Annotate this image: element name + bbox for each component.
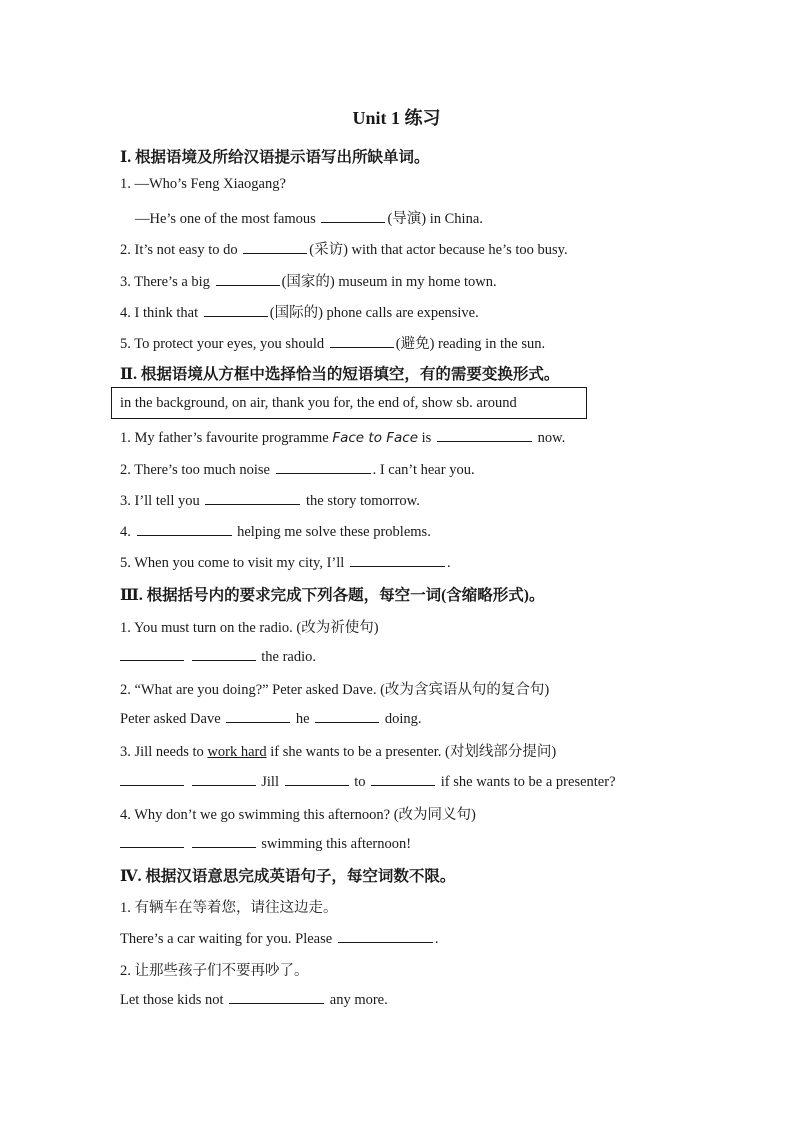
blank[interactable] bbox=[315, 709, 379, 723]
programme-title: Face to Face bbox=[332, 430, 419, 446]
s3-q4-answer: swimming this afternoon! bbox=[120, 834, 411, 853]
s4-q1-answer: There’s a car waiting for you. Please . bbox=[120, 931, 439, 947]
blank[interactable] bbox=[229, 990, 324, 1004]
s3-q2: 2. “What are you doing?” Peter asked Dave. (改为含宾语从句的复合句) bbox=[120, 682, 550, 698]
blank[interactable] bbox=[120, 772, 184, 786]
s4-q2-answer: Let those kids not any more. bbox=[120, 992, 388, 1008]
section-1-heading: Ⅰ. 根据语境及所给汉语提示语写出所缺单词。 bbox=[120, 149, 430, 166]
blank[interactable] bbox=[216, 272, 280, 286]
s1-q4: 4. I think that (国际的) phone calls are expensive. bbox=[120, 305, 479, 321]
s4-q1: 1. 有辆车在等着您，请往这边走。 bbox=[120, 900, 338, 916]
s3-q1: 1. You must turn on the radio. (改为祈使句) bbox=[120, 620, 379, 636]
section-3-heading: Ⅲ. 根据括号内的要求完成下列各题，每空一词(含缩略形式)。 bbox=[120, 587, 545, 604]
s2-q5: 5. When you come to visit my city, I’ll . bbox=[120, 555, 451, 571]
blank[interactable] bbox=[192, 647, 256, 661]
page-title: Unit 1 练习 bbox=[352, 108, 441, 128]
s3-q2-answer: Peter asked Dave he doing. bbox=[120, 711, 422, 727]
blank[interactable] bbox=[371, 772, 435, 786]
blank[interactable] bbox=[192, 834, 256, 848]
s1-q5: 5. To protect your eyes, you should (避免) reading in the sun. bbox=[120, 336, 546, 352]
blank[interactable] bbox=[276, 460, 371, 474]
s1-q3: 3. There’s a big (国家的) museum in my home town. bbox=[120, 274, 497, 290]
section-2-heading: Ⅱ. 根据语境从方框中选择恰当的短语填空，有的需要变换形式。 bbox=[120, 366, 560, 383]
s2-q4: 4. helping me solve these problems. bbox=[120, 524, 431, 540]
blank[interactable] bbox=[192, 772, 256, 786]
blank[interactable] bbox=[243, 240, 307, 254]
s3-q1-answer: the radio. bbox=[120, 647, 316, 666]
underlined-phrase: work hard bbox=[207, 744, 267, 760]
s4-q2: 2. 让那些孩子们不要再吵了。 bbox=[120, 963, 309, 979]
s3-q3-answer: Jill to if she wants to be a presenter? bbox=[120, 772, 616, 791]
s3-q4: 4. Why don’t we go swimming this afternoon? (改为同义句) bbox=[120, 807, 476, 823]
blank[interactable] bbox=[120, 647, 184, 661]
blank[interactable] bbox=[205, 491, 300, 505]
blank[interactable] bbox=[120, 834, 184, 848]
s2-q2: 2. There’s too much noise . I can’t hear you. bbox=[120, 462, 475, 478]
blank[interactable] bbox=[338, 929, 433, 943]
section-4-heading: Ⅳ. 根据汉语意思完成英语句子，每空词数不限。 bbox=[120, 868, 456, 885]
blank[interactable] bbox=[226, 709, 290, 723]
s1-q1-question: 1. —Who’s Feng Xiaogang? bbox=[120, 176, 286, 192]
blank[interactable] bbox=[330, 334, 394, 348]
blank[interactable] bbox=[321, 209, 385, 223]
blank[interactable] bbox=[437, 428, 532, 442]
s3-q3: 3. Jill needs to work hard if she wants to be a presenter. (对划线部分提问) bbox=[120, 744, 557, 760]
s2-q1: 1. My father’s favourite programme Face to Face is now. bbox=[120, 430, 566, 446]
blank[interactable] bbox=[350, 553, 445, 567]
phrase-box: in the background, on air, thank you for, the end of, show sb. around bbox=[111, 387, 587, 419]
s1-q1-answer-line: —He’s one of the most famous (导演) in China. bbox=[135, 211, 483, 227]
blank[interactable] bbox=[137, 522, 232, 536]
s1-q2: 2. It’s not easy to do (采访) with that actor because he’s too busy. bbox=[120, 242, 568, 258]
blank[interactable] bbox=[285, 772, 349, 786]
blank[interactable] bbox=[204, 303, 268, 317]
s2-q3: 3. I’ll tell you the story tomorrow. bbox=[120, 493, 420, 509]
